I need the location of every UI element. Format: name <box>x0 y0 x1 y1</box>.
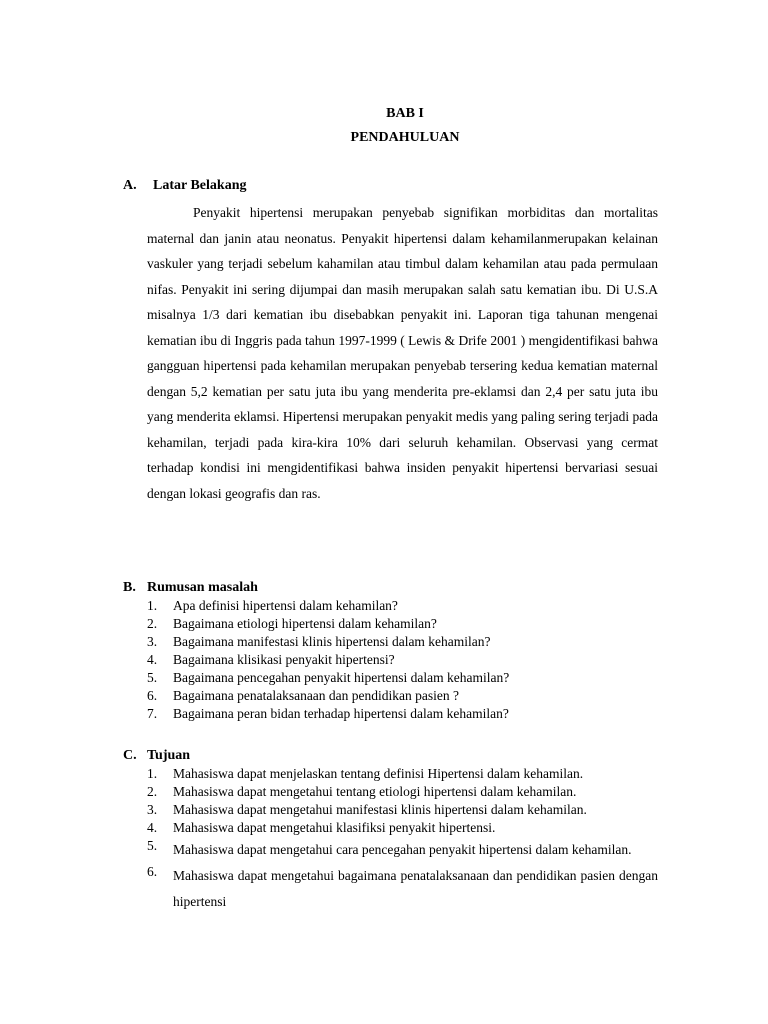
list-item: 1. Mahasiswa dapat menjelaskan tentang definisi Hipertensi dalam kehamilan. <box>147 766 584 781</box>
list-item: 5. Bagaimana pencegahan penyakit hipertensi dalam kehamilan? <box>147 670 510 685</box>
list-item: 3. Mahasiswa dapat mengetahui manifestasi klinis hipertensi dalam kehamilan. <box>147 802 587 817</box>
list-item: 5. Mahasiswa dapat mengetahui cara pencegahan penyakit hipertensi dalam kehamilan. <box>147 838 632 857</box>
list-item: 2. Bagaimana etiologi hipertensi dalam kehamilan? <box>147 616 437 631</box>
background-paragraph-text: Penyakit hipertensi merupakan penyebab signifikan morbiditas dan mortalitas maternal dan janin atau neonatus. Penyakit hipertensi dalam kehamilanmerupakan kelainan vaskuler yang terjadi sebelum kahamilan atau timbul dalam kehamilan atau pada permulaan nifas. Penyakit ini sering dijumpai dan masih merupakan salah satu kematian ibu. Di U.S.A misalnya 1/3 dari kematian ibu disebabkan penyakit ini. Laporan tiga tahunan mengenai kematian ibu di Inggris pada tahun 1997-1999 ( Lewis & Drife 2001 ) mengidentifikasi bahwa gangguan hipertensi pada kehamilan merupakan penyebab tersering kedua kematian maternal dengan 5,2 kematian per satu juta ibu yang menderita pre-eklamsi dan 2,4 per satu juta ibu yang menderita eklamsi. Hipertensi merupakan penyakit medis yang paling sering terjadi pada kehamilan, terjadi pada kira-kira 10% dari seluruh kehamilan. Observasi yang cermat terhadap kondisi ini mengidentifikasi bahwa insiden penyakit hipertensi bervariasi sesuai dengan lokasi geografis dan ras. <box>147 205 658 501</box>
list-item: 4. Bagaimana klisikasi penyakit hipertensi? <box>147 652 395 667</box>
section-a-title: Latar Belakang <box>153 178 247 193</box>
list-item: 3. Bagaimana manifestasi klinis hipertensi dalam kehamilan? <box>147 634 491 649</box>
background-paragraph <box>147 200 658 506</box>
section-c-heading <box>123 748 190 764</box>
list-item: 4. Mahasiswa dapat mengetahui klasifiksi penyakit hipertensi. <box>147 820 496 835</box>
problem-list <box>147 597 658 723</box>
section-b-title: Rumusan masalah <box>147 580 258 595</box>
chapter-title: PENDAHULUAN <box>350 130 460 145</box>
list-item: 6. Bagaimana penatalaksanaan dan pendidikan pasien ? <box>147 688 460 703</box>
section-c-letter: C. <box>123 748 137 763</box>
list-item: 1. Apa definisi hipertensi dalam kehamilan? <box>147 598 398 613</box>
objectives-list <box>147 765 658 915</box>
list-item: 7. Bagaimana peran bidan terhadap hipertensi dalam kehamilan? <box>147 706 509 721</box>
section-a-heading <box>123 178 246 194</box>
section-c-title: Tujuan <box>147 748 191 763</box>
section-a-letter: A. <box>123 178 137 193</box>
chapter-number: BAB I <box>386 106 424 121</box>
section-b-letter: B. <box>123 580 136 595</box>
list-item: 6. Mahasiswa dapat mengetahui bagaimana penatalaksanaan dan pendidikan pasien dengan hipertensi <box>147 864 658 909</box>
section-b-heading <box>123 580 258 596</box>
list-item: 2. Mahasiswa dapat mengetahui tentang etiologi hipertensi dalam kehamilan. <box>147 784 577 799</box>
